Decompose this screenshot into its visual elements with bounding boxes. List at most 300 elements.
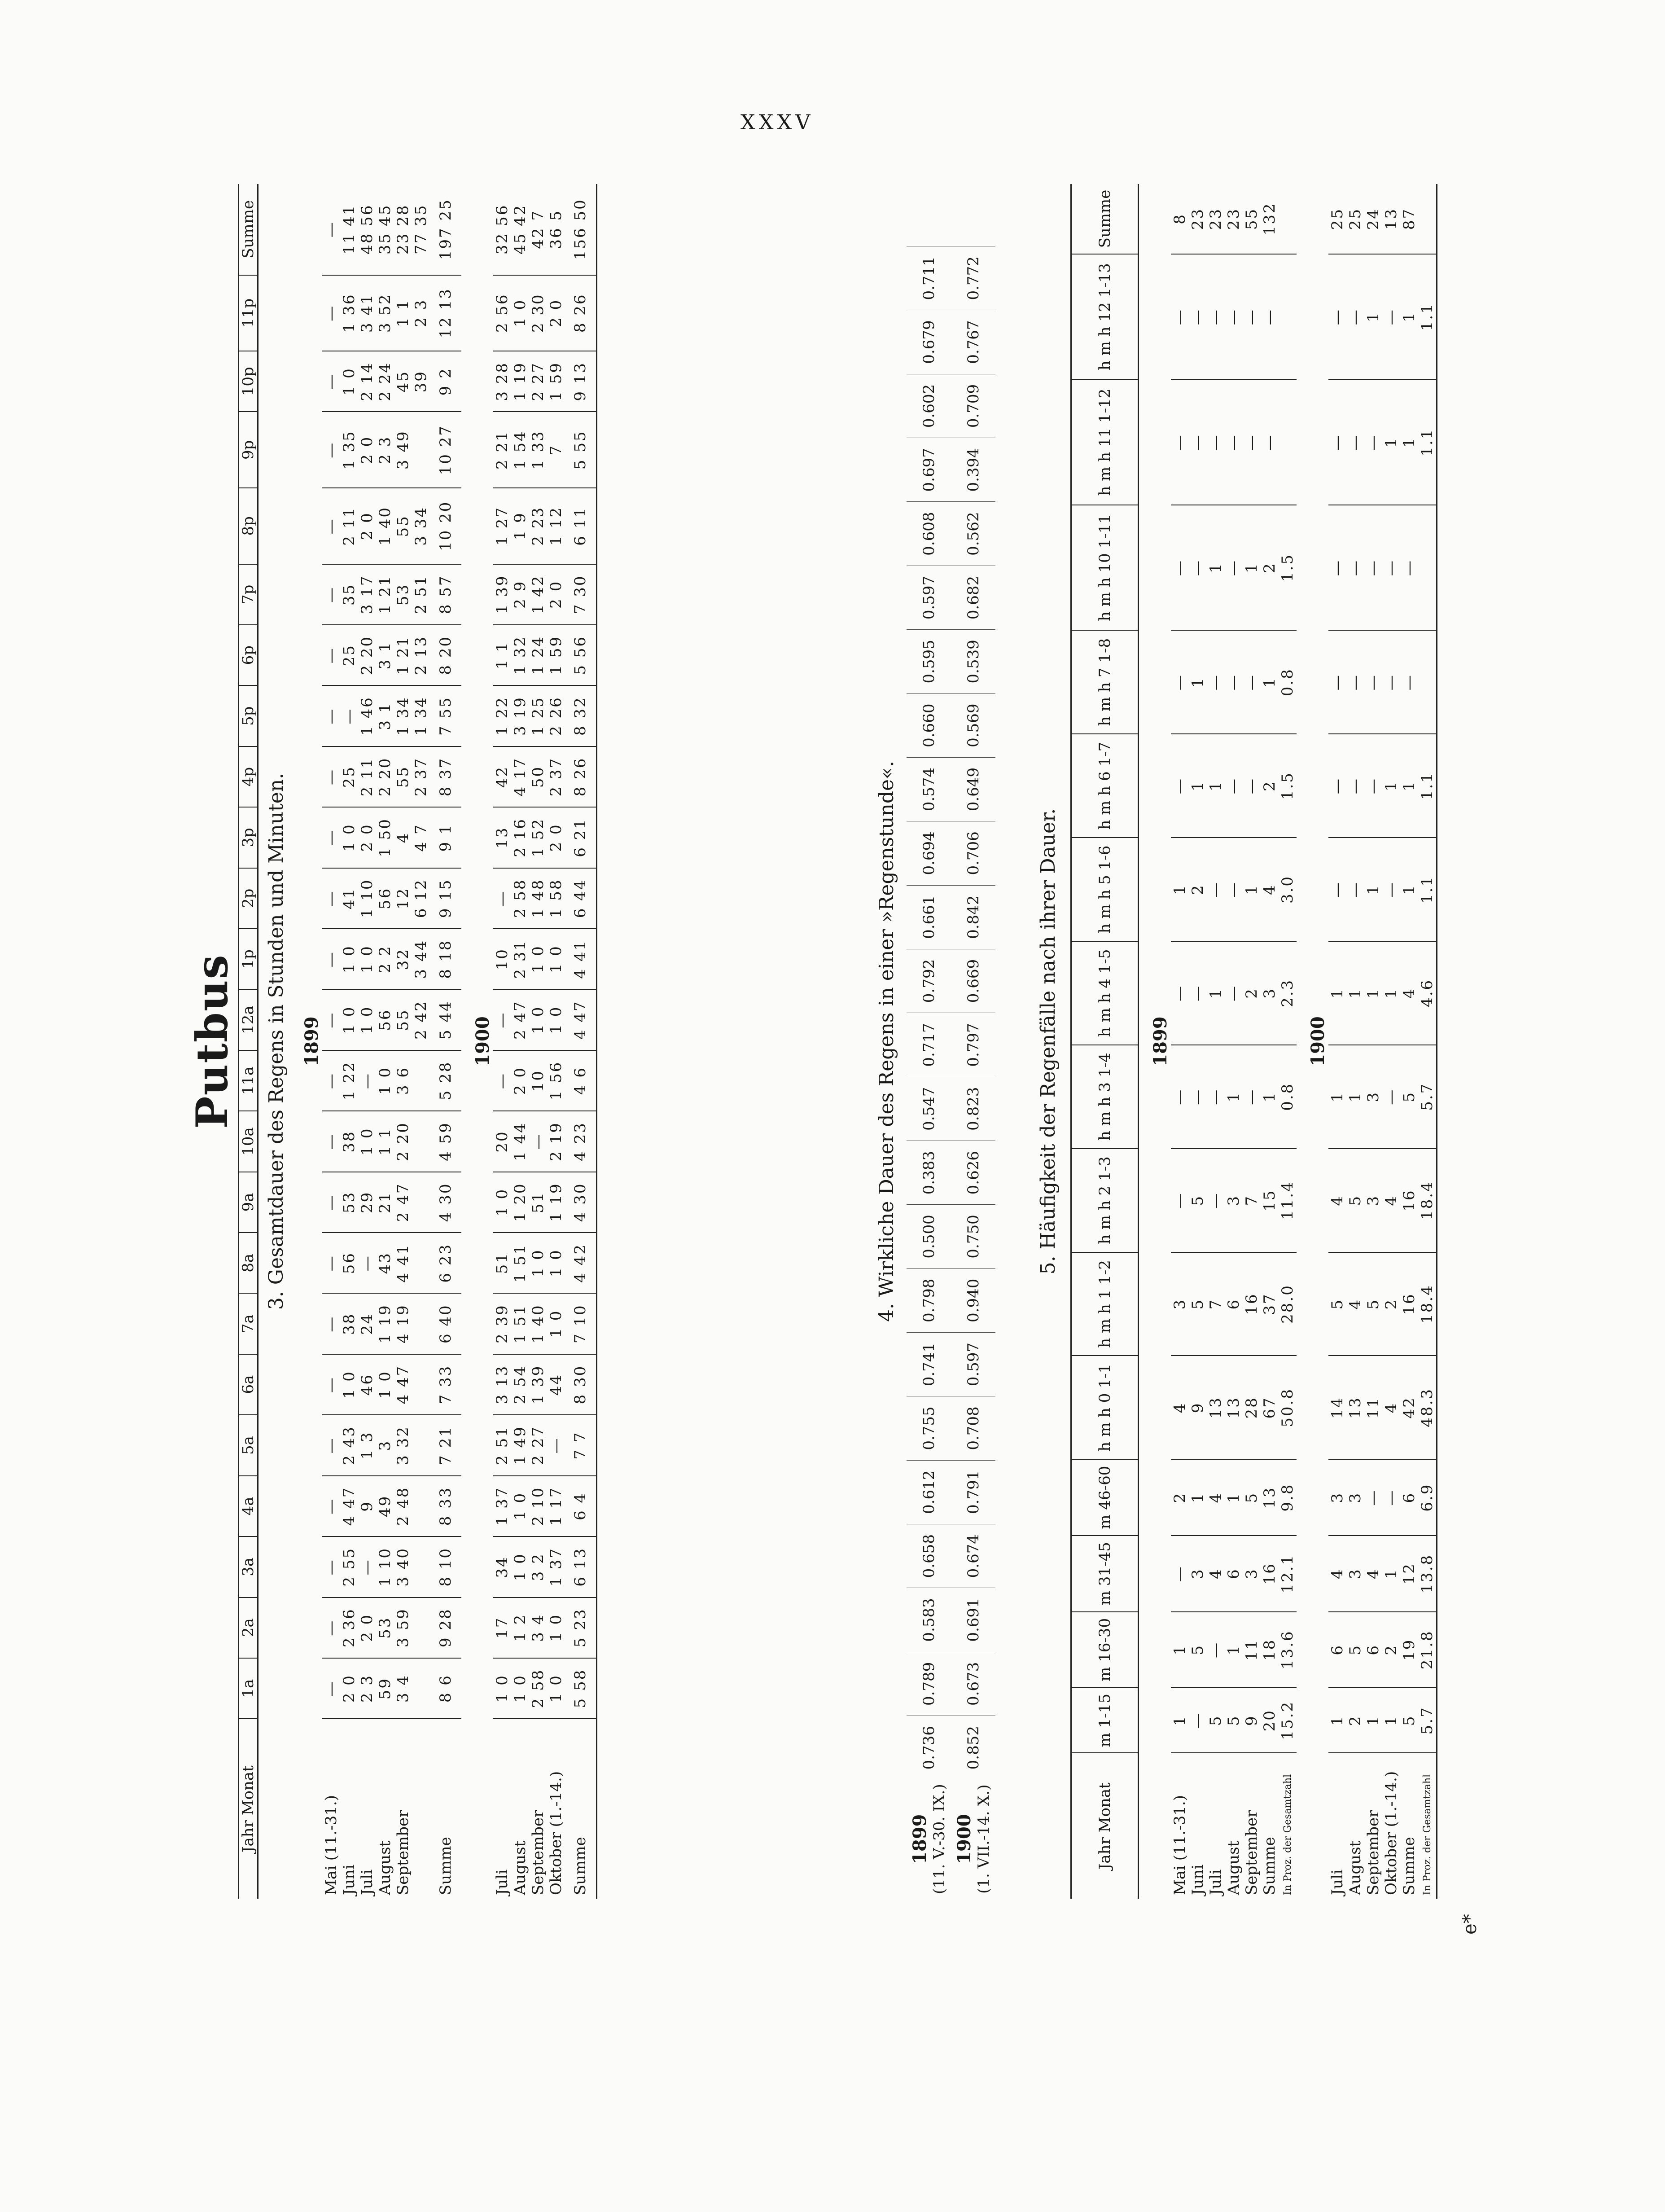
row-sum: 35 45	[376, 204, 394, 255]
table-row	[907, 246, 951, 1899]
cell-value: 1 22	[493, 685, 511, 746]
cell-value: 3	[1225, 1149, 1243, 1252]
cell-value: 1 0	[547, 1293, 565, 1354]
cell-value: 1 0	[358, 989, 376, 1050]
month-label	[412, 1719, 430, 1899]
cell-value: —	[1189, 941, 1207, 1045]
cell-value: —	[322, 564, 340, 625]
cell-value: 1 0	[358, 929, 376, 989]
cell-value: —	[1243, 379, 1261, 505]
cell-value: 37	[1261, 1252, 1279, 1356]
cell-value: 6	[1364, 1612, 1382, 1688]
cell-value: 1.1	[1418, 379, 1437, 505]
cell-value: 3 13	[493, 1354, 511, 1415]
cell-value: 1	[1189, 630, 1207, 734]
cell-value: 9	[358, 1476, 376, 1536]
cell-value	[412, 1658, 430, 1719]
cell-value: 21.8	[1418, 1612, 1437, 1688]
hour-header: 5p	[239, 685, 258, 746]
cell-value: 5 58	[565, 1658, 596, 1719]
cell-value: 0.383	[907, 1141, 951, 1204]
cell-value: 1 0	[511, 1476, 529, 1536]
cell-value: 4 30	[430, 1172, 461, 1233]
month-label: September	[529, 1719, 547, 1899]
cell-value: 0.711	[907, 246, 951, 310]
cell-value: 0.709	[951, 374, 995, 438]
cell-value: 0.562	[951, 502, 995, 566]
cell-value: 1 0	[493, 1172, 511, 1233]
cell-value: —	[322, 807, 340, 868]
cell-value: 2 27	[529, 1415, 547, 1475]
cell-value: 0.717	[907, 1013, 951, 1077]
cell-value: 18.4	[1418, 1252, 1437, 1356]
cell-value: 1 34	[394, 685, 412, 746]
cell-value: —	[322, 1050, 340, 1111]
cell-value: —	[322, 1415, 340, 1475]
cell-value: 0.595	[907, 630, 951, 693]
cell-value: 16	[1243, 1252, 1261, 1356]
cell-value: 13	[1346, 1356, 1364, 1459]
cell-value: 10 20	[430, 488, 461, 564]
hour-header: 10p	[239, 351, 258, 412]
table-row	[1207, 184, 1225, 1899]
table-row	[340, 184, 358, 1899]
cell-value: 6	[1400, 1459, 1418, 1536]
cell-value: 2 0	[340, 1658, 358, 1719]
month-label: Summe	[1261, 1753, 1279, 1899]
cell-value: —	[322, 488, 340, 564]
cell-value: 0.669	[951, 949, 995, 1013]
cell-value: 0.8	[1279, 630, 1297, 734]
cell-value: 2	[1382, 1252, 1400, 1356]
cell-value: —	[1171, 1149, 1189, 1252]
cell-value: 5	[1328, 1252, 1346, 1356]
cell-value: 3 1	[376, 625, 394, 685]
cell-value: 4	[1346, 1252, 1364, 1356]
table-row	[1243, 184, 1261, 1899]
cell-value: 2 20	[394, 1111, 412, 1172]
cell-value: 1 42	[529, 564, 547, 625]
cell-value: 3.0	[1279, 838, 1297, 941]
cell-value: 9 1	[430, 807, 461, 868]
cell-value: 1 59	[547, 351, 565, 412]
cell-value: 0.708	[951, 1396, 995, 1460]
cell-value: 38	[340, 1111, 358, 1172]
cell-value: 0.673	[951, 1652, 995, 1716]
table-row	[493, 184, 511, 1899]
cell-value: 19	[1400, 1612, 1418, 1688]
cell-value: 13.6	[1279, 1612, 1297, 1688]
cell-value: 1.1	[1418, 734, 1437, 838]
cell-value: 1	[1400, 734, 1418, 838]
cell-value: 7 33	[430, 1354, 461, 1415]
cell-value: 4 23	[565, 1111, 596, 1172]
cell-value: 0.940	[951, 1268, 995, 1332]
row-sum: 25	[1346, 207, 1364, 230]
rain-frequency-table	[1070, 184, 1437, 1899]
cell-value: 1	[1382, 379, 1400, 505]
cell-value: —	[1171, 1536, 1189, 1612]
cell-value: 56	[340, 1233, 358, 1293]
cell-value: 3 49	[394, 412, 412, 488]
cell-value: 13	[1261, 1459, 1279, 1536]
cell-value: 0.569	[951, 693, 995, 757]
cell-value: 1	[1400, 838, 1418, 941]
cell-value: 53	[340, 1172, 358, 1233]
row-sum: 197 25	[437, 198, 455, 260]
cell-value: 1 52	[529, 807, 547, 868]
cell-value: 4 47	[565, 989, 596, 1050]
cell-value: —	[1364, 630, 1382, 734]
cell-value: 1	[1243, 505, 1261, 630]
cell-value: 12	[394, 868, 412, 929]
cell-value	[412, 1233, 430, 1293]
rain-duration-table	[238, 184, 597, 1899]
cell-value: 16	[1400, 1149, 1418, 1252]
month-label: Juli	[1207, 1753, 1225, 1899]
cell-value: 2 16	[511, 807, 529, 868]
cell-value: 2 3	[376, 412, 394, 488]
cell-value: 4 41	[565, 929, 596, 989]
year-label: 1899	[909, 1814, 930, 1864]
cell-value: 2 0	[547, 564, 565, 625]
cell-value	[412, 412, 430, 488]
year-1900: 1900	[1307, 1016, 1328, 1066]
cell-value: 2 0	[358, 1598, 376, 1658]
cell-value: 4 41	[394, 1233, 412, 1293]
cell-value: 8 33	[430, 1476, 461, 1536]
cell-value: 0.612	[907, 1460, 951, 1524]
duration-class-header: h m h 3 1-4	[1071, 1045, 1139, 1149]
table-row	[358, 184, 376, 1899]
cell-value: 1 0	[547, 1233, 565, 1293]
cell-value: 2 21	[493, 412, 511, 488]
cell-value: 2 13	[412, 625, 430, 685]
cell-value: 1 10	[358, 868, 376, 929]
cell-value: 48.3	[1418, 1356, 1437, 1459]
cell-value: —	[1225, 505, 1243, 630]
cell-value: 9 13	[565, 351, 596, 412]
month-label: Oktober (1.-14.)	[1382, 1753, 1400, 1899]
cell-value: 9	[1189, 1356, 1207, 1459]
hour-header: 3a	[239, 1536, 258, 1597]
year-label: 1900	[954, 1814, 975, 1864]
cell-value: —	[1207, 379, 1225, 505]
cell-value: 1 0	[376, 1354, 394, 1415]
cell-value: 5	[1243, 1459, 1261, 1536]
hour-header: 8p	[239, 488, 258, 564]
cell-value: 4	[1261, 838, 1279, 941]
cell-value: 2	[1243, 941, 1261, 1045]
cell-value: —	[1400, 505, 1418, 630]
cell-value: 3	[1328, 1459, 1346, 1536]
cell-value: —	[1189, 379, 1207, 505]
duration-class-header: h m h 12 1-13	[1071, 254, 1139, 379]
cell-value: 56	[376, 989, 394, 1050]
cell-value: —	[547, 1415, 565, 1475]
cell-value: —	[1364, 1459, 1382, 1536]
cell-value: 0.679	[907, 310, 951, 374]
cell-value: 4 30	[565, 1172, 596, 1233]
cell-value: 55	[394, 746, 412, 807]
cell-value: 2 47	[511, 989, 529, 1050]
cell-value: 0.574	[907, 757, 951, 821]
cell-value: 1 21	[376, 564, 394, 625]
cell-value: 38	[340, 1293, 358, 1354]
row-sum: 23	[1189, 207, 1207, 230]
cell-value: 2 0	[358, 412, 376, 488]
cell-value: 4	[1207, 1459, 1225, 1536]
cell-value: 2 0	[358, 488, 376, 564]
cell-value: 0.626	[951, 1141, 995, 1204]
cell-value: 3 17	[358, 564, 376, 625]
sum-row	[565, 184, 596, 1899]
cell-value: 7	[1243, 1149, 1261, 1252]
cell-value: 12	[1400, 1536, 1418, 1612]
cell-value: 50.8	[1279, 1356, 1297, 1459]
cell-value: 1 40	[376, 488, 394, 564]
cell-value: 2 58	[511, 868, 529, 929]
hour-header: 6p	[239, 625, 258, 685]
cell-value: 1 0	[340, 351, 358, 412]
duration-class-header: m 1-15	[1071, 1688, 1139, 1753]
cell-value: —	[358, 1233, 376, 1293]
row-sum: 23 28	[394, 204, 412, 255]
cell-value: 1 3	[358, 1415, 376, 1475]
cell-value: 8 20	[430, 625, 461, 685]
cell-value: 1 51	[511, 1293, 529, 1354]
cell-value: 2 47	[394, 1172, 412, 1233]
cell-value: 1 46	[358, 685, 376, 746]
cell-value: 1 0	[511, 275, 529, 351]
period-range: (1. VII.-14. X.)	[975, 1784, 993, 1894]
row-sum: 132	[1261, 202, 1279, 236]
cell-value: 59	[376, 1658, 394, 1719]
cell-value: —	[1346, 838, 1364, 941]
cell-value	[412, 1172, 430, 1233]
cell-value: 1 0	[493, 1658, 511, 1719]
cell-value: 46	[358, 1354, 376, 1415]
cell-value: 1	[1261, 1045, 1279, 1149]
cell-value: 2	[1346, 1688, 1364, 1753]
cell-value: 7	[547, 412, 565, 488]
page-number: XXXV	[740, 110, 814, 134]
cell-value: 0.500	[907, 1205, 951, 1268]
cell-value: 2 56	[493, 275, 511, 351]
month-label: Juli	[493, 1719, 511, 1899]
cell-value: 0.649	[951, 757, 995, 821]
cell-value: 0.660	[907, 693, 951, 757]
cell-value: 1 50	[376, 807, 394, 868]
hour-header: 3p	[239, 807, 258, 868]
cell-value: 1 12	[547, 488, 565, 564]
month-label: In Proz. der Gesamtzahl	[1418, 1753, 1437, 1899]
cell-value: 2 0	[547, 275, 565, 351]
cell-value: —	[1189, 254, 1207, 379]
cell-value: 5 28	[430, 1050, 461, 1111]
cell-value: 2	[1171, 1459, 1189, 1536]
hour-header: 11p	[239, 275, 258, 351]
cell-value: 1	[1382, 1536, 1400, 1612]
cell-value	[1418, 505, 1437, 630]
table-row	[1364, 184, 1382, 1899]
cell-value: 1 17	[547, 1476, 565, 1536]
cell-value: —	[1346, 505, 1364, 630]
cell-value: —	[1346, 630, 1364, 734]
cell-value: 0.798	[907, 1268, 951, 1332]
cell-value: 0.791	[951, 1460, 995, 1524]
duration-class-header: h m h 0 1-1	[1071, 1356, 1139, 1459]
row-sum	[1418, 184, 1437, 254]
cell-value: 1	[1364, 838, 1382, 941]
table-row	[1189, 184, 1207, 1899]
cell-value: 3	[1243, 1536, 1261, 1612]
cell-value: 1 2	[511, 1598, 529, 1658]
table-row	[322, 184, 340, 1899]
cell-value: 10 27	[430, 412, 461, 488]
cell-value: 51	[529, 1172, 547, 1233]
cell-value: 1	[1382, 941, 1400, 1045]
cell-value: 6 40	[430, 1293, 461, 1354]
cell-value: 17	[493, 1598, 511, 1658]
cell-value: 2 11	[358, 746, 376, 807]
cell-value: 10	[529, 1050, 547, 1111]
cell-value: 4	[394, 807, 412, 868]
cell-value: 1 37	[493, 1476, 511, 1536]
cell-value: 4 59	[430, 1111, 461, 1172]
duration-class-header: h m h 7 1-8	[1071, 630, 1139, 734]
cell-value: —	[1225, 838, 1243, 941]
cell-value: 12.1	[1279, 1536, 1297, 1612]
year-1900: 1900	[472, 1016, 493, 1066]
cell-value: 50	[529, 746, 547, 807]
cell-value: 4	[1207, 1536, 1225, 1612]
cell-value: 5.7	[1418, 1045, 1437, 1149]
section5-heading: 5. Häufigkeit der Regenfälle nach ihrer Dauer.	[1037, 808, 1060, 1275]
cell-value: 6 4	[565, 1476, 596, 1536]
cell-value: 8 10	[430, 1536, 461, 1597]
row-sum: 11 41	[340, 204, 358, 255]
hour-header: 2a	[239, 1598, 258, 1658]
cell-value: 3	[1171, 1252, 1189, 1356]
month-label: Juli	[358, 1719, 376, 1899]
cell-value: —	[1207, 838, 1225, 941]
cell-value: —	[1364, 379, 1382, 505]
cell-value: 2 24	[376, 351, 394, 412]
cell-value: 1 49	[511, 1415, 529, 1475]
cell-value: 0.797	[951, 1013, 995, 1077]
cell-value: 2 14	[358, 351, 376, 412]
duration-class-header: h m h 4 1-5	[1071, 941, 1139, 1045]
cell-value: 0.661	[907, 885, 951, 949]
cell-value: 1 0	[547, 929, 565, 989]
cell-value: 4	[1364, 1536, 1382, 1612]
cell-value: —	[1364, 505, 1382, 630]
month-label: August	[511, 1719, 529, 1899]
section4-heading: 4. Wirkliche Dauer des Regens in einer »Regenstunde«.	[875, 761, 898, 1322]
cell-value: 3 1	[376, 685, 394, 746]
cell-value: 1.5	[1279, 734, 1297, 838]
cell-value: 8 6	[430, 1658, 461, 1719]
cell-value: 51	[493, 1233, 511, 1293]
sum-header: Summe	[1095, 189, 1114, 248]
cell-value: 2 10	[529, 1476, 547, 1536]
cell-value: 41	[340, 868, 358, 929]
cell-value: —	[322, 989, 340, 1050]
cell-value: 2 27	[529, 351, 547, 412]
cell-value: 2 30	[529, 275, 547, 351]
cell-value: 2 31	[511, 929, 529, 989]
cell-value: 1 0	[511, 1658, 529, 1719]
cell-value: —	[1171, 379, 1189, 505]
cell-value: 7	[1207, 1252, 1225, 1356]
cell-value: 13.8	[1418, 1536, 1437, 1612]
cell-value: 1	[1225, 1612, 1243, 1688]
cell-value: —	[1328, 734, 1346, 838]
cell-value: 1 20	[511, 1172, 529, 1233]
cell-value: —	[1382, 1045, 1400, 1149]
cell-value: —	[1225, 254, 1243, 379]
cell-value: 8 32	[565, 685, 596, 746]
hour-header: 4a	[239, 1476, 258, 1536]
cell-value: 1	[1207, 941, 1225, 1045]
cell-value: 5	[1225, 1688, 1243, 1753]
duration-class-header: h m h 11 1-12	[1071, 379, 1139, 505]
cell-value: 34	[493, 1536, 511, 1597]
cell-value: 1 39	[493, 564, 511, 625]
cell-value: 3	[1364, 1045, 1382, 1149]
cell-value: 1 0	[511, 1536, 529, 1597]
cell-value: 5	[1346, 1612, 1364, 1688]
cell-value: 3 52	[376, 275, 394, 351]
cell-value	[1418, 630, 1437, 734]
cell-value: 1 0	[529, 929, 547, 989]
cell-value: 0.852	[951, 1716, 995, 1780]
row-sum: 48 56	[358, 204, 376, 255]
row-sum: 8	[1171, 213, 1189, 224]
cell-value: 4	[1400, 941, 1418, 1045]
cell-value: —	[1400, 630, 1418, 734]
cell-value: 11	[1243, 1612, 1261, 1688]
cell-value: —	[1225, 379, 1243, 505]
cell-value: 2 20	[358, 625, 376, 685]
cell-value: 2 20	[376, 746, 394, 807]
cell-value: 20	[1261, 1688, 1279, 1753]
cell-value: —	[340, 685, 358, 746]
row-sum: 77 35	[412, 204, 430, 255]
cell-value: —	[1261, 254, 1279, 379]
cell-value: 6 23	[430, 1233, 461, 1293]
cell-value: 2 3	[358, 1658, 376, 1719]
cell-value: 6 13	[565, 1536, 596, 1597]
month-label: Mai (11.-31.)	[322, 1719, 340, 1899]
cell-value: 2 0	[358, 807, 376, 868]
margin-mark: e*	[1459, 1914, 1481, 1935]
cell-value: —	[493, 868, 511, 929]
cell-value: 42	[1400, 1356, 1418, 1459]
cell-value: 1 0	[529, 1233, 547, 1293]
month-label: August	[376, 1719, 394, 1899]
cell-value	[412, 1111, 430, 1172]
cell-value: —	[1207, 630, 1225, 734]
cell-value: 18	[1261, 1612, 1279, 1688]
cell-value: 9	[1243, 1688, 1261, 1753]
cell-value: 1	[1207, 734, 1225, 838]
cell-value: 2 42	[412, 989, 430, 1050]
cell-value: 0.697	[907, 438, 951, 502]
cell-value: 0.691	[951, 1588, 995, 1652]
cell-value: 1	[1400, 254, 1418, 379]
